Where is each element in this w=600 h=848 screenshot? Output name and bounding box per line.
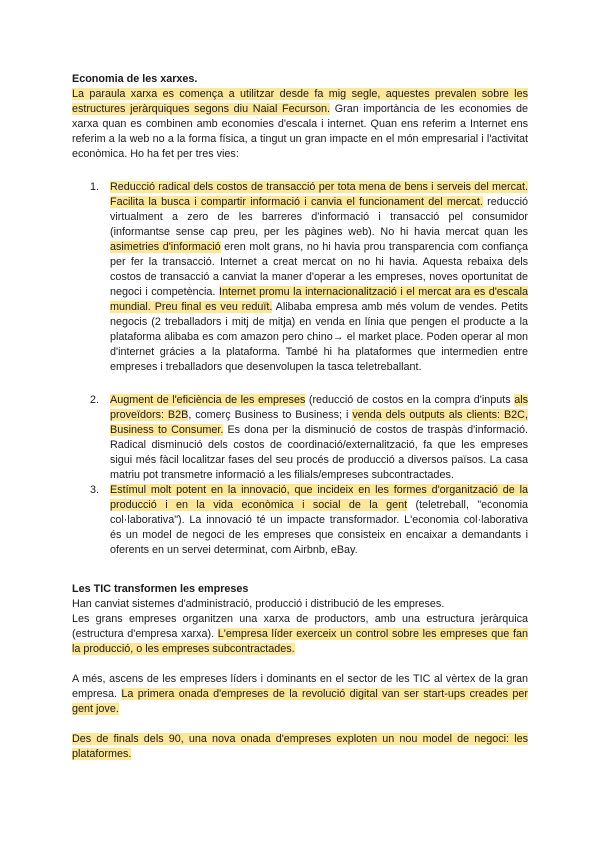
list-item-text: [110, 484, 528, 556]
highlighted-text: L'empresa líder exerceix un control sobre les empreses que fan la producció, o les empreses subcontractades.: [72, 628, 529, 655]
highlighted-text: als proveïdors: B2B: [110, 394, 528, 421]
text-run: Alibaba empresa amb més volum de vendes. Petits negocis (2 treballadors i mitj de mitja) en venda en línia que pengen el producte a la plataforma alibaba es com amazon pero chino→ el market place. Poden operar al mon d'internet grácies a la plataforma. També hi ha plataformes que intermedien entre empreses i treballadors que desenvolupen la tasca teletreballant.: [110, 301, 528, 373]
highlighted-text: La primera onada d'empreses de la revolució digital van ser start-ups creades per gent jove.: [72, 688, 528, 715]
text-run: (reducció de costos en la compra d'inputs: [305, 394, 515, 406]
list-number: 3.: [90, 484, 100, 496]
list-number: 2.: [90, 394, 100, 406]
list-item-text: [110, 181, 528, 373]
paragraph-plataformes: [72, 732, 528, 762]
intro-paragraph: [72, 87, 528, 162]
highlighted-text: Des de finals dels 90, una nova onada d'empreses exploten un nou model de negoci: les plataformes.: [72, 733, 528, 760]
list-item-2: [72, 393, 528, 483]
list-item-text: [110, 394, 528, 481]
section-title-economia-xarxes: Economia de les xarxes.: [72, 73, 198, 85]
list-item-3: [72, 483, 528, 558]
paragraph-canvis: [72, 597, 528, 612]
paragraph-ascens: [72, 672, 528, 717]
text-run: Les grans empreses organitzen una xarxa de productors, amb una estructura jeràrquica (estructura d'empresa xarxa).: [72, 613, 528, 640]
highlighted-text: venda dels outputs als clients: B2C, Business to Consumer.: [110, 409, 528, 436]
text-run: reducció virtualment a zero de les barreres d'informació i transacció pel consumidor (informantse sense cap preu, per les pàgines web). No hi havia mercat quan les: [110, 196, 528, 238]
text-run: eren molt grans, no hi havia prou transparencia com confiança per fer la transacció. Internet a creat mercat on no hi havia. Aquesta rebaixa dels costos de transacció a canviat la maner d'operar a les empreses, noves oportunitat de negoci i competència.: [110, 241, 528, 298]
text-run: A més, ascens de les empreses líders i dominants en el sector de les TIC al vèrtex de la gran empresa.: [72, 673, 528, 700]
document-page: [72, 72, 528, 762]
list-item-1: [72, 180, 528, 375]
highlighted-text: La paraula xarxa es comença a utilitzar desde fa mig segle, aquestes prevalen sobre les estructures jeràrquiques segons diu Naial Fecurson.: [72, 88, 528, 115]
text-run: Es dona per la disminució de costos de traspàs d'informació. Radical disminució dels costos de coordinació/externalització, fa que les empreses sigui més fàcil localitzar fases del seu procés de producció a diversos països. La casa matriu pot transmetre informació a les filials/empreses subcontractades.: [110, 424, 528, 481]
section-title-tic-empreses: Les TIC transformen les empreses: [72, 583, 249, 595]
text-run: (teletreball, "economia col·laborativa"). La innovació té un impacte transformador. L'economia col·laborativa és un model de negoci de les empreses que consisteix en encaixar a demandants i oferents en un servei determinat, com Airbnb, eBay.: [110, 499, 528, 556]
highlighted-text: Internet promu la internacionalització i el mercat ara es d'escala mundial. Preu final es veu reduït.: [110, 286, 529, 313]
highlighted-text: Estímul molt potent en la innovació, que incideix en les formes d'organització de la producció i en la vida econòmica i social de la gent: [110, 484, 528, 511]
paragraph-grans-empreses: [72, 612, 528, 657]
text-run: Gran importància de les economies de xarxa quan es combinen amb economies d'escala i internet. Quan ens referim a Internet ens referim a la web no a la forma física, a tingut un gran impacte en el món empresarial i l'activitat econòmica. Ho ha fet per tres vies:: [72, 103, 528, 160]
text-run: Han canviat sistemes d'administració, producció i distribució de les empreses.: [72, 598, 445, 610]
three-ways-list: [72, 180, 528, 558]
list-number: 1.: [90, 181, 100, 193]
highlighted-text: Augment de l'eficiència de les empreses: [110, 394, 306, 406]
text-run: , comerç Business to Business; i: [188, 409, 353, 421]
highlighted-text: Reducció radical dels costos de transacció per tota mena de bens i serveis del mercat. Facilita la busca i compartir informació i canvia el funcionament del mercat.: [110, 181, 528, 208]
highlighted-text: asimetries d'informació: [110, 241, 221, 253]
